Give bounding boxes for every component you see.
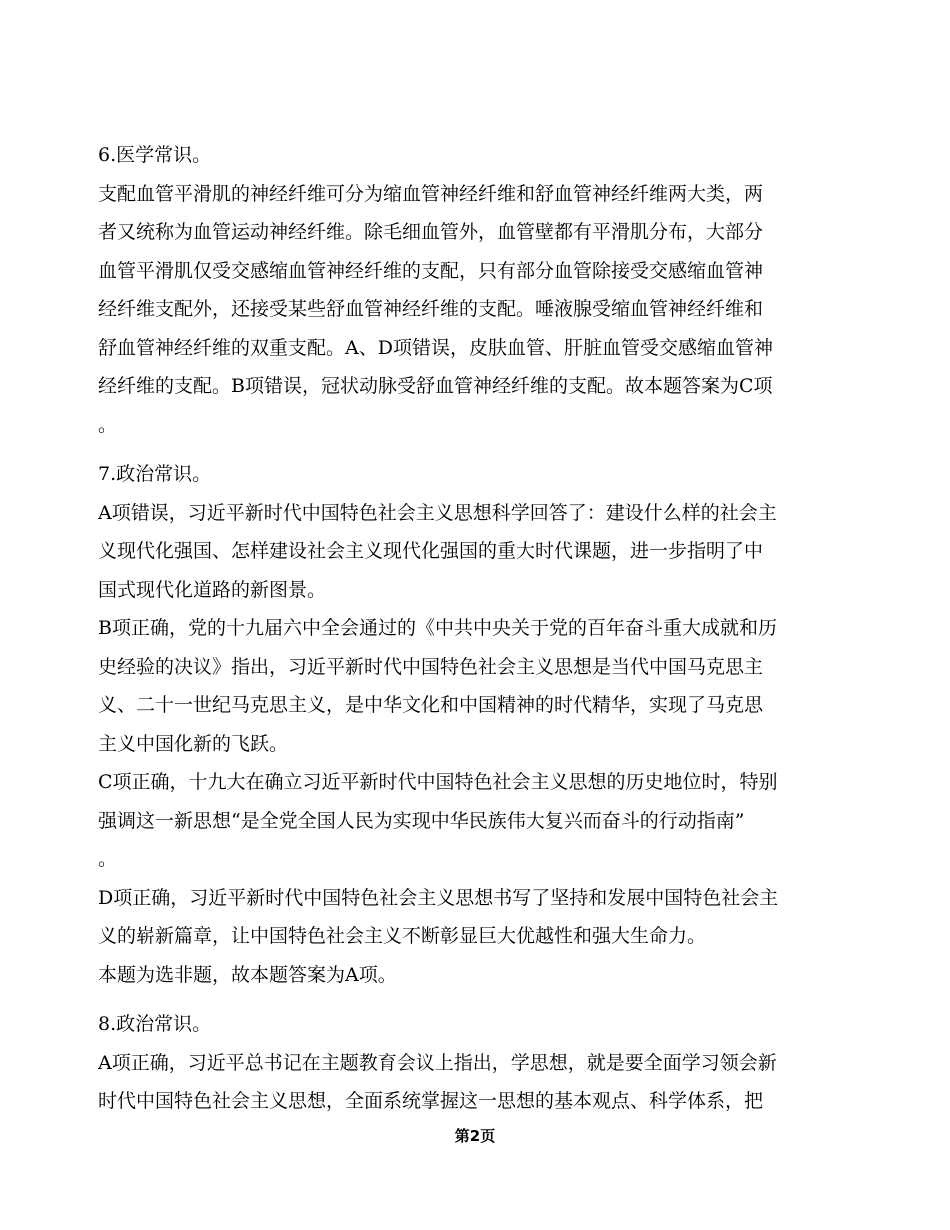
paragraph xyxy=(98,175,870,445)
answer-section xyxy=(98,1005,870,1121)
text-line: A项正确，习近平总书记在主题教育会议上指出，学思想，就是要全面学习领会新 xyxy=(98,1051,777,1074)
paragraph xyxy=(98,879,870,956)
text-line: 义、二十一世纪马克思主义，是中华文化和中国精神的时代精华，实现了马克思 xyxy=(98,694,764,716)
paragraph xyxy=(98,1044,870,1121)
text-line: 舒血管神经纤维的双重支配。A、D项错误，皮肤血管、肝脏血管受交感缩血管神 xyxy=(98,336,773,359)
text-line: 。 xyxy=(98,848,118,870)
text-line: 史经验的决议》指出，习近平新时代中国特色社会主义思想是当代中国马克思主 xyxy=(98,655,764,678)
document-body xyxy=(98,136,870,1121)
section-heading: 6.医学常识。 xyxy=(98,144,212,166)
page-number: 第2页 xyxy=(454,1127,496,1145)
paragraph xyxy=(98,609,870,763)
text-line: 者又统称为血管运动神经纤维。除毛细血管外，血管壁都有平滑肌分布，大部分 xyxy=(98,221,764,243)
paragraph xyxy=(98,494,870,610)
section-gap xyxy=(98,994,870,1005)
text-line: A项错误，习近平新时代中国特色社会主义思想科学回答了：建设什么样的社会主 xyxy=(98,501,777,524)
section-gap xyxy=(98,444,870,455)
section-heading: 8.政治常识。 xyxy=(98,1013,212,1035)
text-line: 经纤维的支配。B项错误，冠状动脉受舒血管神经纤维的支配。故本题答案为C项 xyxy=(98,375,773,397)
text-line: 。 xyxy=(98,413,118,436)
answer-section xyxy=(98,455,870,994)
text-line: 强调这一新思想“是全党全国人民为实现中华民族伟大复兴而奋斗的行动指南” xyxy=(98,809,745,832)
answer-section xyxy=(98,136,870,444)
text-line: D项正确，习近平新时代中国特色社会主义思想书写了坚持和发展中国特色社会主 xyxy=(98,886,779,909)
section-heading: 7.政治常识。 xyxy=(98,463,212,485)
text-line: 经纤维支配外，还接受某些舒血管神经纤维的支配。唾液腺受缩血管神经纤维和 xyxy=(98,298,764,320)
text-line: 主义中国化新的飞跃。 xyxy=(98,732,289,755)
text-line: 支配血管平滑肌的神经纤维可分为缩血管神经纤维和舒血管神经纤维两大类，两 xyxy=(98,182,764,205)
text-line: C项正确，十九大在确立习近平新时代中国特色社会主义思想的历史地位时，特别 xyxy=(98,771,778,793)
text-line: 国式现代化道路的新图景。 xyxy=(98,578,327,601)
text-line: 义现代化强国、怎样建设社会主义现代化强国的重大时代课题，进一步指明了中 xyxy=(98,540,764,562)
text-line: 血管平滑肌仅受交感缩血管神经纤维的支配，只有部分血管除接受交感缩血管神 xyxy=(98,259,764,282)
text-line: 时代中国特色社会主义思想，全面系统掌握这一思想的基本观点、科学体系，把 xyxy=(98,1090,764,1112)
paragraph xyxy=(98,763,870,879)
text-line: 义的崭新篇章，让中国特色社会主义不断彰显巨大优越性和强大生命力。 xyxy=(98,925,707,947)
text-line: 本题为选非题，故本题答案为A项。 xyxy=(98,963,397,986)
paragraph xyxy=(98,956,870,995)
text-line: B项正确，党的十九届六中全会通过的《中共中央关于党的百年奋斗重大成就和历 xyxy=(98,617,777,639)
